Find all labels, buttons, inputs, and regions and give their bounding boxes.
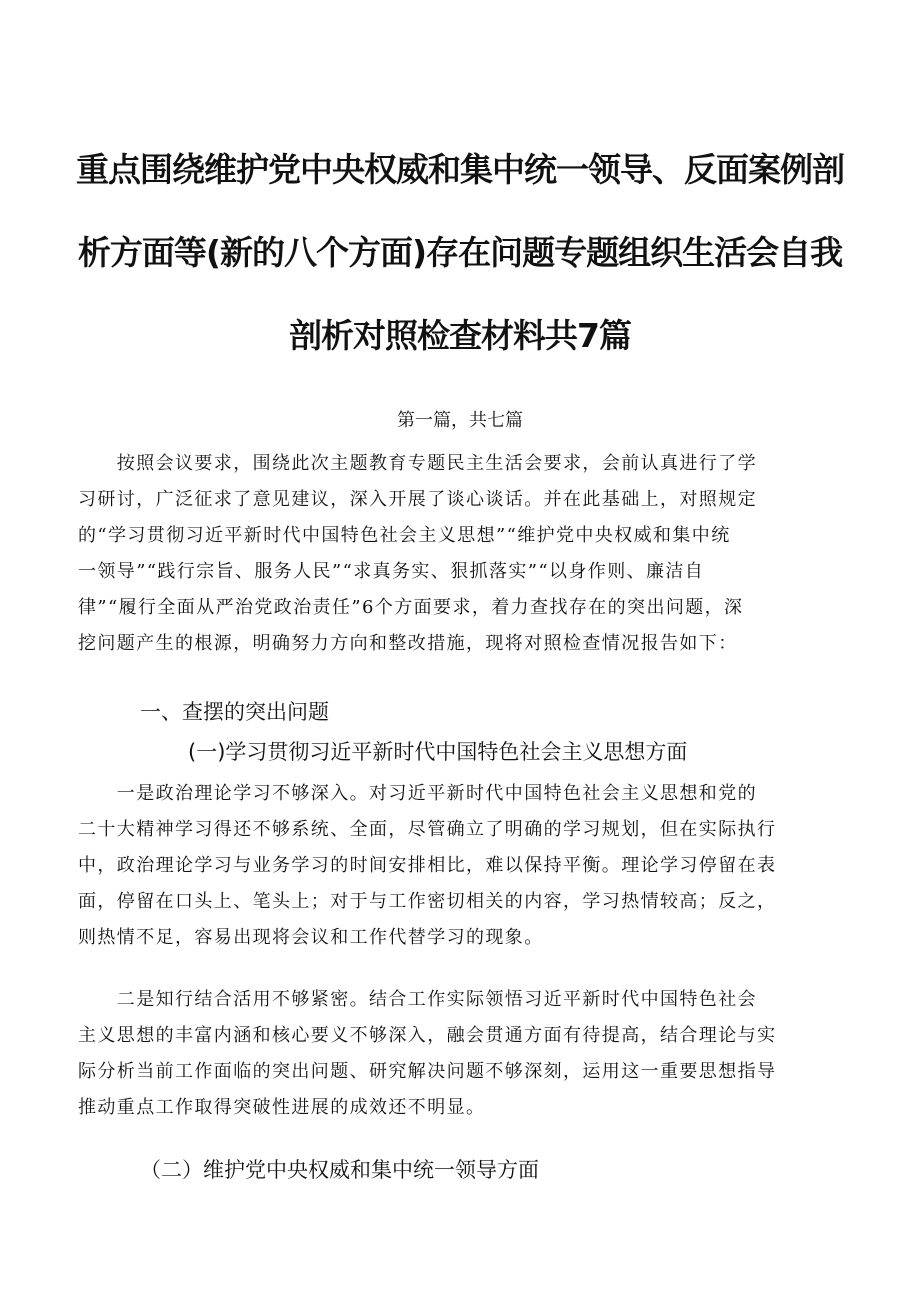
paragraph-line: 中，政治理论学习与业务学习的时间安排相比，难以保持平衡。理论学习停留在表 xyxy=(78,855,777,876)
paragraph-line: 二十大精神学习得还不够系统、全面，尽管确立了明确的学习规划，但在实际执行 xyxy=(78,819,777,840)
paragraph-line: 一是政治理论学习不够深入。对习近平新时代中国特色社会主义思想和党的 xyxy=(78,783,757,804)
paragraph-line: 则热情不足，容易出现将会议和工作代替学习的现象。 xyxy=(78,927,544,948)
paragraph-line: 习研讨，广泛征求了意见建议，深入开展了谈心谈话。并在此基础上，对照规定 xyxy=(78,489,757,510)
paragraph-line: 面，停留在口头上、笔头上；对于与工作密切相关的内容，学习热情较高；反之， xyxy=(78,891,777,912)
paragraph-line: 二是知行结合活用不够紧密。结合工作实际领悟习近平新时代中国特色社会 xyxy=(78,989,757,1010)
title-line: 剖析对照检查材料共7篇 xyxy=(289,316,631,355)
section-heading-1: 一、查摆的突出问题 xyxy=(140,700,329,724)
subsection-heading-1: (一)学习贯彻习近平新时代中国特色社会主义思想方面 xyxy=(188,740,688,764)
paragraph-line: 主义思想的丰富内涵和核心要义不够深入，融会贯通方面有待提高，结合理论与实 xyxy=(78,1025,777,1046)
title-line: 析方面等(新的八个方面)存在问题专题组织生活会自我 xyxy=(77,233,843,272)
paragraph-line: 际分析当前工作面临的突出问题、研究解决问题不够深刻，运用这一重要思想指导 xyxy=(78,1061,777,1082)
document-title xyxy=(60,128,860,377)
paragraph-line: 按照会议要求，围绕此次主题教育专题民主生活会要求，会前认真进行了学 xyxy=(78,453,757,474)
document-subtitle: 第一篇，共七篇 xyxy=(397,410,523,431)
paragraph-line: 推动重点工作取得突破性进展的成效还不明显。 xyxy=(78,1097,486,1118)
paragraph-line: 律”“履行全面从严治党政治责任”6个方面要求，着力查找存在的突出问题，深 xyxy=(78,597,744,618)
paragraph-line: 一领导”“践行宗旨、服务人民”“求真务实、狠抓落实”“以身作则、廉洁自 xyxy=(78,561,705,582)
intro-paragraph xyxy=(78,446,858,662)
point-2-paragraph xyxy=(78,982,868,1126)
point-1-paragraph xyxy=(78,776,868,956)
title-line: 重点围绕维护党中央权威和集中统一领导、反面案例剖 xyxy=(76,150,844,189)
paragraph-line: 的“学习贯彻习近平新时代中国特色社会主义思想”“维护党中央权威和集中统 xyxy=(78,525,731,546)
subsection-heading-2: （二）维护党中央权威和集中统一领导方面 xyxy=(140,1158,539,1182)
paragraph-line: 挖问题产生的根源，明确努力方向和整改措施，现将对照检查情况报告如下： xyxy=(78,633,738,654)
